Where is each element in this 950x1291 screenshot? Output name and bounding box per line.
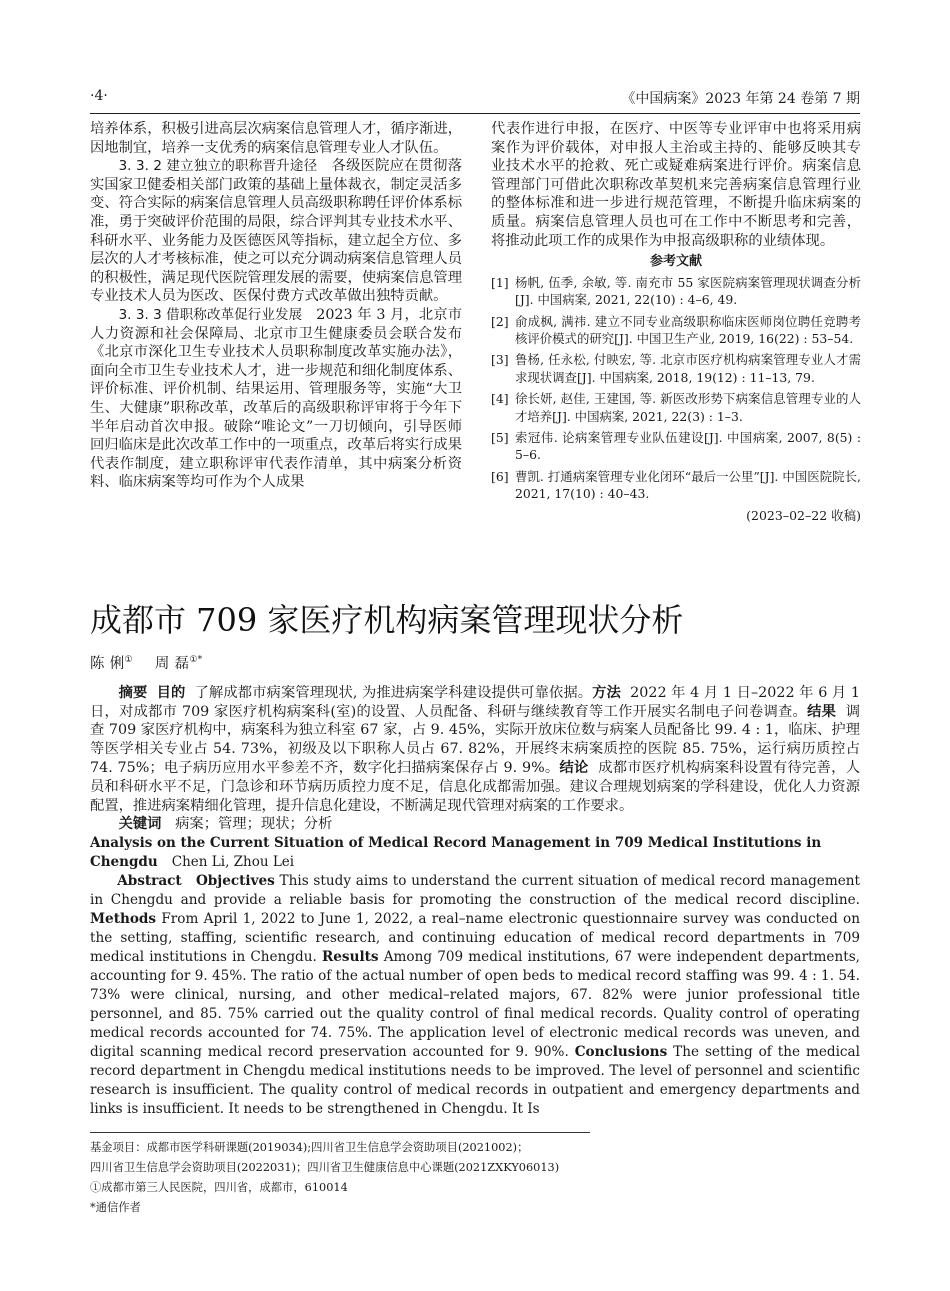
section-3-3-3-body: 2023 年 3 月，北京市人力资源和社会保障局、北京市卫生健康委员会联合发布《北京市深化卫生专业技术人员职称制度改革实施办法》，面向全市卫生专业技术人才，进一步规范和细化制度体系、评价标准、评价机制、结果运用、管理服务等，实施“大卫生、大健康”职称改革，改革后的高级职称评审将于今年下半年启动首次申报。破除“唯论文”一刀切倾向，引导医师回归临床是此次改革工作中的一项重点，改革后将实行成果代表作制度，建立职称评审代表作清单，其中病案分析资料、临床病案等均可作为个人成果 [90, 306, 462, 491]
chinese-abstract [90, 684, 860, 834]
results-label: 结果 [807, 703, 837, 720]
reference-number: [5] [491, 430, 509, 445]
english-title [90, 834, 860, 872]
funding-note-continued: 四川省卫生信息学会资助项目(2022031)；四川省卫生健康信息中心课题(2021ZXKY06013) [90, 1161, 560, 1174]
affiliation-note: ①成都市第三人民医院，四川省，成都市，610014 [90, 1181, 348, 1194]
english-results-label: Results [321, 949, 379, 966]
english-methods-text: From April 1, 2022 to June 1, 2022, a real–name electronic questionnaire survey was conducted on the setting, staffing, scientific research, and continuing education of medical record departments in 709 medical institutions in Chengdu. [90, 911, 860, 966]
corresponding-author-note: *通信作者 [90, 1201, 141, 1214]
affiliation-mark: ① [124, 655, 133, 665]
reference-item [491, 313, 861, 348]
author-line [90, 650, 860, 674]
journal-citation: 《中国病案》2023 年第 24 卷第 7 期 [621, 91, 860, 107]
section-3-3-2-body: 各级医院应在贯彻落实国家卫健委相关部门政策的基础上量体裁衣，制定灵活多变、符合实际的病案信息管理人员高级职称聘任评价体系标准，勇于突破评价范围的局限，综合评判其专业技术水平、科研水平、业务能力及医德医风等指标，建立起全方位、多层次的人才考核标准，使之可以充分调动病案信息管理人员的积极性，满足现代医院管理发展的需要，使病案信息管理专业技术人员为医改、医保付费方式改革做出独特贡献。 [90, 158, 462, 305]
section-3-3-3 [90, 306, 462, 492]
funding-note: 基金项目：成都市医学科研课题(2019034);四川省卫生信息学会资助项目(2021002)； [90, 1141, 529, 1154]
reference-text: 俞成枫, 满祎. 建立不同专业高级职称临床医师岗位聘任竞聘考核评价模式的研究[J]. 中国卫生产业, 2019, 16(22) : 53–54. [515, 313, 861, 346]
english-objectives-text: This study aims to understand the current situation of medical record management in Chengdu and provide a reliable basis for promoting the construction of the medical record discipline. [90, 873, 860, 909]
section-3-3-2-heading: 3. 3. 2 建立独立的职称晋升途径 [118, 158, 318, 175]
references-title: 参考文献 [649, 254, 702, 270]
english-results-text: Among 709 medical institutions, 67 were independent departments, accounting for 9. 45%. The ratio of the actual number of open beds to medical record staffing was 99. 4 : 1. 54. 73% were clinical, nursing, and other medical–related majors, 67. 82% were junior professional title personnel, and 85. 75% carried out the quality control of final medical records. Quality control of operating medical records accounted for 74. 75%. The application level of electronic medical records was uneven, and digital scanning medical record preservation accounted for 9. 90%. [90, 949, 860, 1061]
section-3-3-3-heading: 3. 3. 3 借职称改革促行业发展 [118, 306, 303, 323]
header-rule [90, 113, 860, 114]
reference-item [491, 351, 861, 386]
received-date: (2023–02–22 收稿) [746, 507, 861, 523]
reference-text: 索冠伟. 论病案管理专业队伍建设[J]. 中国病案, 2007, 8(5) : 5–6. [515, 430, 861, 463]
section-3-3-2 [90, 157, 462, 306]
reference-item [491, 429, 861, 464]
reference-list [491, 274, 861, 503]
english-title-text: Analysis on the Current Situation of Medical Record Management in 709 Medical Institutions in Chengdu [90, 835, 822, 871]
article-title: 成都市 709 家医疗机构病案管理现状分析 [90, 601, 684, 639]
author-name: 陈 俐 [90, 655, 125, 672]
conclusion-label: 结论 [559, 760, 589, 777]
right-column [491, 120, 861, 525]
article [90, 598, 860, 1133]
page-number: ·4· [90, 88, 108, 104]
english-conclusions-text: The setting of the medical record department in Chengdu medical institutions needs to be improved. The level of personnel and scientific research is insufficient. The quality control of medical records in outpatient and emergency departments and links is insufficient. It needs to be strengthened in Chengdu. It Is [90, 1044, 861, 1118]
abstract-body [90, 684, 860, 816]
english-objectives-label: Objectives [195, 873, 275, 890]
author-name: 周 磊 [154, 655, 190, 672]
english-authors: Chen Li, Zhou Lei [171, 854, 295, 871]
objective-text: 了解成都市病案管理现状, 为推进病案学科建设提供可靠依据。 [194, 684, 593, 701]
reference-item [491, 468, 861, 503]
conclusion-text: 成都市医疗机构病案科设置有待完善，人员和科研水平不足，门急诊和环节病历质控力度不足，信息化成都需加强。建议合理规划病案的学科建设，优化人力资源配置，推进病案精细化管理，提升信息化建设，不断满足现代管理对病案的工作要求。 [90, 760, 861, 814]
reference-text: 徐长妍, 赵佳, 王建国, 等. 新医改形势下病案信息管理专业的人才培养[J]. 中国病案, 2021, 22(3) : 1–3. [515, 391, 861, 424]
reference-number: [2] [491, 313, 509, 329]
footnote-rule [90, 1132, 590, 1133]
english-conclusions-label: Conclusions [574, 1044, 668, 1061]
left-column [90, 120, 462, 492]
objective-label: 目的 [156, 684, 186, 701]
reference-number: [6] [491, 468, 509, 484]
reference-number: [3] [491, 352, 509, 368]
affiliation-mark: ①* [189, 655, 203, 665]
results-text: 调查 709 家医疗机构中，病案科为独立科室 67 家，占 9. 45%，实际开放床位数与病案人员配备比 99. 4 : 1，临床、护理等医学相关专业占 54. 73%，初级及以下职称人员占 67. 82%，开展终末病案质控的医院 85. 75%，运行病历质控占 74. 75%；电子病历应用水平参差不齐，数字化扫描病案保存占 9. 9%。 [90, 703, 861, 777]
keywords-line [90, 815, 860, 834]
english-methods-label: Methods [90, 911, 157, 928]
methods-text: 2022 年 4 月 1 日–2022 年 6 月 1 日，对成都市 709 家医疗机构病案科(室)的设置、人员配备、科研与继续教育等工作开展实名制电子问卷调查。 [90, 684, 861, 720]
intro-paragraph: 培养体系，积极引进高层次病案信息管理人才，循序渐进，因地制宜，培养一支优秀的病案信息管理专业人才队伍。 [90, 121, 462, 156]
continued-paragraph: 代表作进行申报，在医疗、中医等专业评审中也将采用病案作为评价载体，对申报人主治或主持的、能够反映其专业技术水平的抢救、死亡或疑难病案进行评价。病案信息管理部门可借此次职称改革契机来完善病案信息管理行业的整体标准和进一步进行规范管理，不断提升临床病案的质量。病案信息管理人员也可在工作中不断思考和完善，将推动此项工作的成果作为申报高级职称的业绩体现。 [491, 121, 861, 249]
english-abstract [90, 872, 860, 1119]
reference-text: 杨帆, 伍季, 余敏, 等. 南充市 55 家医院病案管理现状调查分析[J]. 中国病案, 2021, 22(10) : 4–6, 49. [515, 274, 861, 308]
keywords-label: 关键词 [118, 816, 162, 833]
footnotes [90, 1138, 860, 1218]
keywords-text: 病案；管理；现状；分析 [175, 816, 333, 833]
reference-text: 鲁杨, 任永松, 付映宏, 等. 北京市医疗机构病案管理专业人才需求现状调查[J]. 中国病案, 2018, 19(12) : 11–13, 79. [515, 352, 861, 385]
reference-number: [1] [491, 274, 509, 290]
reference-item [491, 390, 861, 425]
abstract-label: 摘要 [118, 684, 148, 701]
reference-number: [4] [491, 391, 509, 407]
english-abstract-label: Abstract [117, 873, 182, 890]
running-header [90, 88, 860, 108]
methods-label: 方法 [592, 684, 621, 701]
reference-text: 曹凯. 打通病案管理专业化闭环“最后一公里”[J]. 中国医院院长, 2021, 17(10) : 40–43. [515, 468, 861, 502]
reference-item [491, 274, 861, 309]
